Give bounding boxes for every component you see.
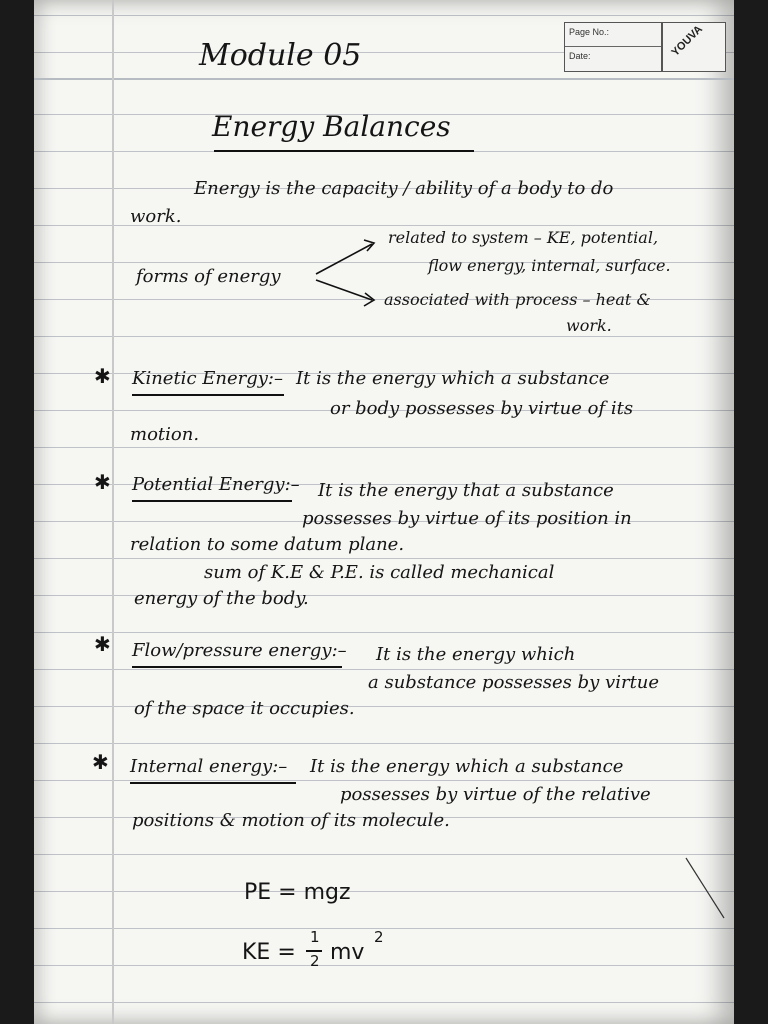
branch2-line-1: associated with process – heat & [384, 290, 651, 309]
kinetic-term: Kinetic Energy:– [132, 368, 283, 389]
bullet-star: ✱ [94, 470, 111, 494]
bullet-star: ✱ [94, 632, 111, 656]
kinetic-line-2: or body possesses by virtue of its [330, 398, 634, 419]
ke-fraction-denominator: 2 [310, 952, 320, 970]
definition-line-1: Energy is the capacity / ability of a body to do [194, 178, 614, 199]
ke-exponent: 2 [374, 928, 384, 946]
ke-equation-right: mv [330, 940, 365, 965]
pe-equation: PE = mgz [244, 880, 351, 905]
potential-term: Potential Energy:– [132, 474, 300, 495]
pen-stroke [34, 0, 734, 1024]
page-subtitle: Energy Balances [212, 110, 451, 143]
kinetic-line-3: motion. [130, 424, 200, 445]
bullet-star: ✱ [92, 750, 109, 774]
notebook-page [34, 0, 734, 1024]
flow-line-2: a substance possesses by virtue [368, 672, 660, 693]
branch1-line-1: related to system – KE, potential, [388, 228, 659, 247]
potential-line-4: sum of K.E & P.E. is called mechanical [204, 562, 555, 583]
potential-line-1: It is the energy that a substance [318, 480, 614, 501]
internal-line-2: possesses by virtue of the relative [340, 784, 651, 805]
page-no-label: Page No.: [569, 27, 610, 37]
branch2-line-2: work. [566, 316, 612, 335]
branch1-line-2: flow energy, internal, surface. [428, 256, 671, 275]
potential-line-5: energy of the body. [134, 588, 309, 609]
flow-line-3: of the space it occupies. [134, 698, 355, 719]
ke-equation-left: KE = [242, 940, 296, 965]
potential-line-2: possesses by virtue of its position in [302, 508, 632, 529]
ke-fraction-numerator: 1 [310, 928, 320, 946]
potential-line-3: relation to some datum plane. [130, 534, 405, 555]
brand-logo: YOUVA [669, 23, 705, 59]
flow-line-1: It is the energy which [376, 644, 576, 665]
date-label: Date: [569, 51, 591, 61]
page-title: Module 05 [199, 38, 362, 73]
kinetic-line-1: It is the energy which a substance [296, 368, 610, 389]
forms-label: forms of energy [136, 266, 281, 287]
bullet-star: ✱ [94, 364, 111, 388]
internal-line-1: It is the energy which a substance [310, 756, 624, 777]
internal-term: Internal energy:– [130, 756, 288, 777]
internal-line-3: positions & motion of its molecule. [132, 810, 450, 831]
flow-term: Flow/pressure energy:– [132, 640, 347, 661]
definition-line-2: work. [130, 206, 182, 227]
